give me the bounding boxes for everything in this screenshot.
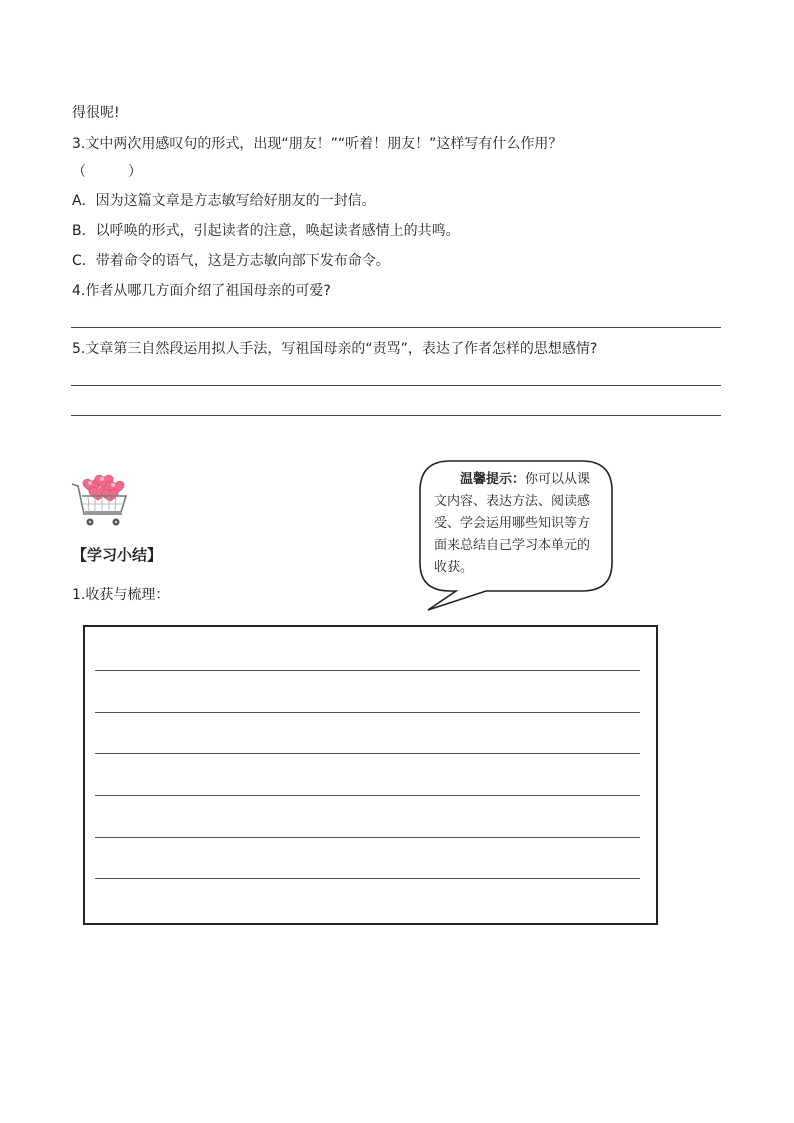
warm-tip-label: 温馨提示： <box>460 472 526 487</box>
summary-item-1-label: 1.收获与梳理： <box>72 587 170 603</box>
question-5-answer-line-2[interactable] <box>71 415 721 416</box>
answer-box-line[interactable] <box>95 670 640 671</box>
warm-tip-bubble <box>434 469 594 579</box>
answer-box-line[interactable] <box>95 795 640 796</box>
question-3-option-b: B．以呼唤的形式，引起读者的注意，唤起读者感情上的共鸣。 <box>72 223 460 239</box>
answer-box-line[interactable] <box>95 712 640 713</box>
shopping-cart-hearts-icon <box>70 468 136 532</box>
question-4-stem: 4.作者从哪几方面介绍了祖国母亲的可爱? <box>72 283 331 299</box>
question-3-option-c: C．带着命令的语气，这是方志敏向部下发布命令。 <box>72 253 390 269</box>
question-3-option-a: A．因为这篇文章是方志敏写给好朋友的一封信。 <box>72 193 376 209</box>
answer-box-line[interactable] <box>95 878 640 879</box>
summary-answer-box[interactable] <box>83 625 658 925</box>
warm-tip-text: 你可以从课文内容、表达方法、阅读感受、学会运用哪些知识等方面来总结自己学习本单元的收获。 <box>434 472 591 575</box>
question-3-answer-blank[interactable]: （ ） <box>72 164 142 180</box>
study-summary-heading: 【学习小结】 <box>72 546 163 564</box>
question-4-answer-line[interactable] <box>71 327 721 328</box>
continuation-text: 得很呢! <box>72 105 120 121</box>
question-5-answer-line-1[interactable] <box>71 385 721 386</box>
question-5-stem: 5.文章第三自然段运用拟人手法，写祖国母亲的“责骂”，表达了作者怎样的思想感情? <box>72 341 598 357</box>
answer-box-line[interactable] <box>95 837 640 838</box>
question-3-stem: 3.文中两次用感叹句的形式，出现“朋友！”“听着！朋友！”这样写有什么作用？ <box>72 136 563 152</box>
answer-box-line[interactable] <box>95 753 640 754</box>
